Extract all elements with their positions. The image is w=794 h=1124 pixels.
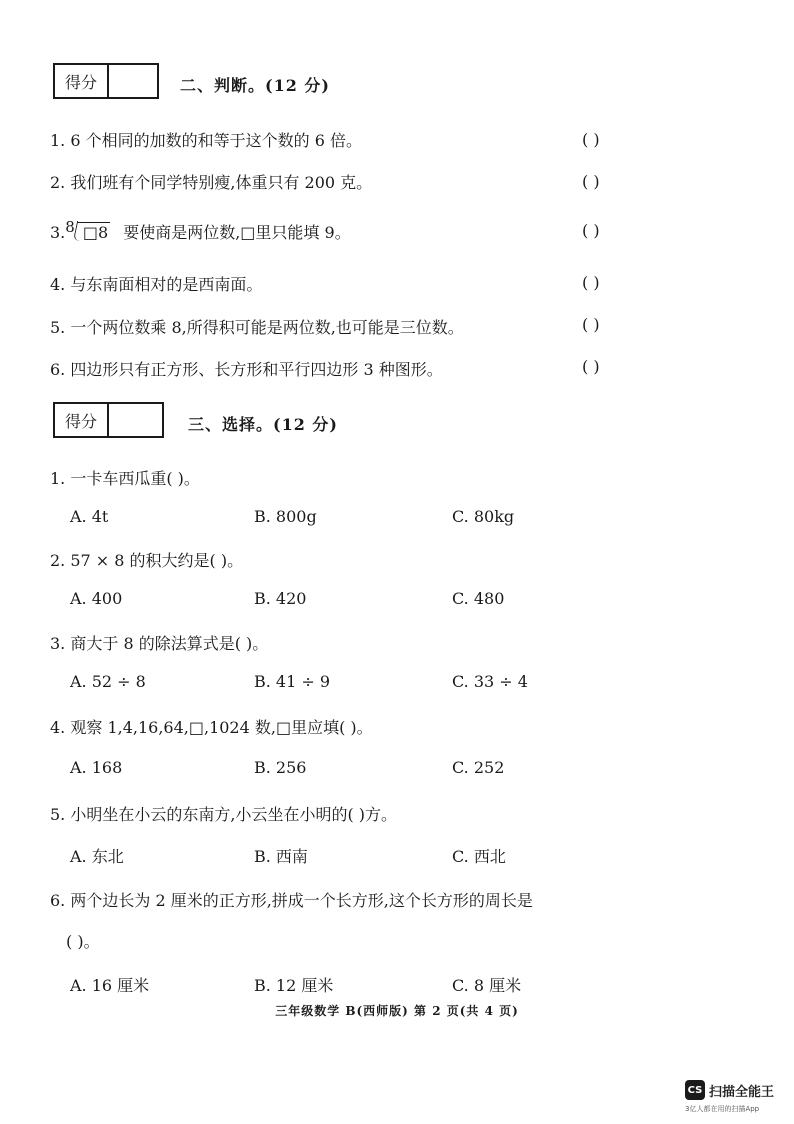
choice-question-6: 6. 两个边长为 2 厘米的正方形,拼成一个长方形,这个长方形的周长是	[50, 891, 533, 910]
judge-answer-3[interactable]: ( )	[582, 221, 600, 240]
long-division-divisor: 8	[65, 218, 75, 236]
judge-answer-5[interactable]: ( )	[582, 315, 600, 334]
judge-question-3	[50, 220, 351, 243]
watermark-name: 扫描全能王	[709, 1084, 775, 1100]
score-label: 得分	[55, 404, 109, 436]
judge-question-4: 4. 与东南面相对的是西南面。	[50, 275, 263, 294]
choice-4-option-b[interactable]: B. 256	[254, 758, 307, 777]
judge-answer-6[interactable]: ( )	[582, 357, 600, 376]
choice-question-3: 3. 商大于 8 的除法算式是( )。	[50, 634, 269, 653]
choice-1-option-a[interactable]: A. 4t	[70, 507, 109, 526]
choice-1-option-b[interactable]: B. 800g	[254, 507, 317, 526]
judge-question-2: 2. 我们班有个同学特别瘦,体重只有 200 克。	[50, 173, 373, 192]
judge-question-3-text: 要使商是两位数,□里只能填 9。	[123, 223, 351, 242]
choice-2-option-b[interactable]: B. 420	[254, 589, 307, 608]
judge-answer-2[interactable]: ( )	[582, 172, 600, 191]
choice-5-option-c[interactable]: C. 西北	[452, 847, 506, 866]
page-footer: 三年级数学 B(西师版) 第 2 页(共 4 页)	[275, 1004, 519, 1018]
choice-6-option-b[interactable]: B. 12 厘米	[254, 976, 334, 995]
choice-6-option-a[interactable]: A. 16 厘米	[70, 976, 150, 995]
judge-question-5: 5. 一个两位数乘 8,所得积可能是两位数,也可能是三位数。	[50, 318, 464, 337]
judge-question-3-number: 3.	[50, 223, 66, 242]
choice-2-option-c[interactable]: C. 480	[452, 589, 505, 608]
watermark-subtitle: 3亿人都在用的扫描App	[685, 1105, 760, 1113]
dividend-tail: 8	[97, 223, 109, 242]
score-value-blank[interactable]	[109, 404, 162, 436]
camscanner-logo-icon: CS	[685, 1080, 705, 1100]
choice-5-option-a[interactable]: A. 东北	[70, 847, 124, 866]
choice-question-6-blank: ( )。	[66, 932, 100, 951]
dividend-box: □	[82, 223, 98, 242]
score-box-section3	[53, 402, 164, 438]
choice-4-option-a[interactable]: A. 168	[70, 758, 123, 777]
section3-title: 三、选择。(12 分)	[188, 415, 338, 434]
choice-5-option-b[interactable]: B. 西南	[254, 847, 308, 866]
score-box-section2	[53, 63, 159, 99]
scanner-watermark	[685, 1080, 774, 1100]
choice-1-option-c[interactable]: C. 80kg	[452, 507, 515, 526]
choice-question-1: 1. 一卡车西瓜重( )。	[50, 469, 200, 488]
choice-question-2: 2. 57 × 8 的积大约是( )。	[50, 551, 244, 570]
judge-question-1: 1. 6 个相同的加数的和等于这个数的 6 倍。	[50, 131, 362, 150]
choice-3-option-b[interactable]: B. 41 ÷ 9	[254, 672, 331, 691]
section2-title: 二、判断。(12 分)	[180, 76, 330, 95]
choice-4-option-c[interactable]: C. 252	[452, 758, 505, 777]
choice-question-4: 4. 观察 1,4,16,64,□,1024 数,□里应填( )。	[50, 718, 373, 737]
choice-3-option-c[interactable]: C. 33 ÷ 4	[452, 672, 528, 691]
judge-answer-4[interactable]: ( )	[582, 273, 600, 292]
score-value-blank[interactable]	[109, 65, 157, 97]
long-division-bracket	[77, 222, 110, 242]
choice-3-option-a[interactable]: A. 52 ÷ 8	[70, 672, 146, 691]
judge-question-6: 6. 四边形只有正方形、长方形和平行四边形 3 种图形。	[50, 360, 443, 379]
choice-6-option-c[interactable]: C. 8 厘米	[452, 976, 522, 995]
score-label: 得分	[55, 65, 109, 97]
choice-question-5: 5. 小明坐在小云的东南方,小云坐在小明的( )方。	[50, 805, 398, 824]
choice-2-option-a[interactable]: A. 400	[70, 589, 123, 608]
judge-answer-1[interactable]: ( )	[582, 130, 600, 149]
